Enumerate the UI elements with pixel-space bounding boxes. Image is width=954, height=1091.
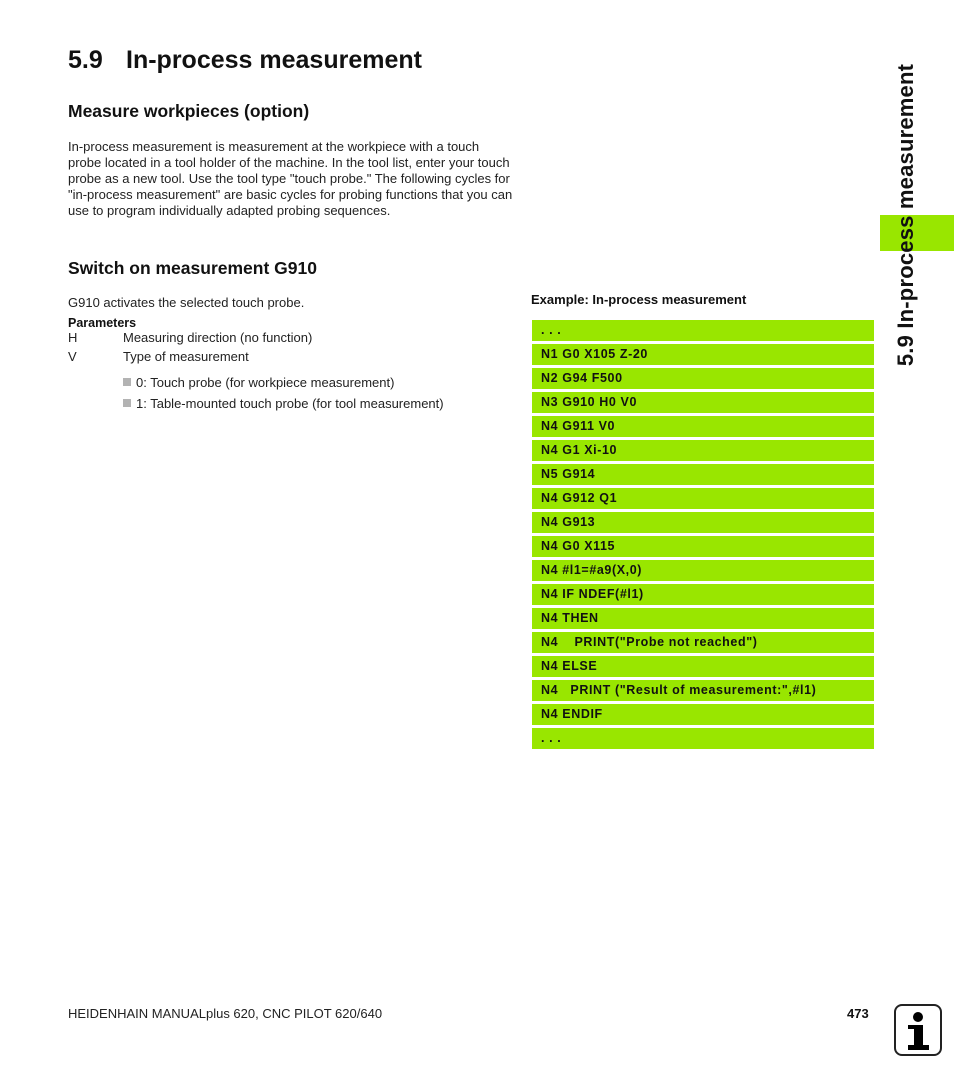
parameters-heading: Parameters: [68, 316, 137, 330]
code-line: N4 G913: [532, 512, 874, 533]
side-tab-label-box: [870, 30, 942, 400]
info-icon: [894, 1004, 942, 1056]
parameter-row: [68, 349, 249, 364]
measure-paragraph: In-process measurement is measurement at the workpiece with a touch probe located in a tool holder of the machine. In the tool list, enter your touch probe as a new tool. Use the tool type "touch probe." The following cycles for "in-process measurement" are basic cycles for probing functions that you can use to program individually adapted probing sequences.: [68, 139, 513, 218]
switch-paragraph: G910 activates the selected touch probe.: [68, 295, 305, 310]
code-line: N4 G0 X115: [532, 536, 874, 557]
code-line: N4 G1 Xi-10: [532, 440, 874, 461]
bullet-square-icon: [123, 399, 131, 407]
side-tab-label: 5.9 In-process measurement: [893, 63, 918, 367]
list-item: [123, 396, 444, 411]
code-line: N4 IF NDEF(#l1): [532, 584, 874, 605]
footer-text: HEIDENHAIN MANUALplus 620, CNC PILOT 620/640: [68, 1006, 383, 1021]
page-title: [68, 46, 422, 75]
code-line: N1 G0 X105 Z-20: [532, 344, 874, 365]
code-line: N4 PRINT("Probe not reached"): [532, 632, 874, 653]
example-title: Example: In-process measurement: [531, 292, 747, 307]
parameter-name: H: [68, 330, 78, 345]
parameter-desc: Measuring direction (no function): [123, 330, 313, 345]
code-line: N5 G914: [532, 464, 874, 485]
list-item-text: 0: Touch probe (for workpiece measurement): [136, 375, 395, 390]
code-example: [532, 320, 874, 752]
parameter-row: [68, 330, 312, 345]
code-line: . . .: [532, 728, 874, 749]
bullet-square-icon: [123, 378, 131, 386]
code-line: N4 G912 Q1: [532, 488, 874, 509]
code-line: . . .: [532, 320, 874, 341]
code-line: N2 G94 F500: [532, 368, 874, 389]
section-heading-switch: Switch on measurement G910: [68, 258, 317, 278]
list-item-text: 1: Table-mounted touch probe (for tool measurement): [136, 396, 444, 411]
page-number: 473: [847, 1006, 869, 1021]
info-icon-stem: [914, 1025, 923, 1047]
info-icon-dot: [913, 1012, 923, 1022]
chapter-number: 5.9: [68, 46, 103, 74]
code-line: N4 PRINT ("Result of measurement:",#l1): [532, 680, 874, 701]
parameter-desc: Type of measurement: [123, 349, 249, 364]
chapter-title-text: In-process measurement: [126, 46, 422, 74]
list-item: [123, 375, 394, 390]
code-line: N4 #l1=#a9(X,0): [532, 560, 874, 581]
section-heading-measure: Measure workpieces (option): [68, 101, 310, 121]
parameter-name: V: [68, 349, 77, 364]
code-line: N4 THEN: [532, 608, 874, 629]
code-line: N4 G911 V0: [532, 416, 874, 437]
info-icon-base: [908, 1045, 929, 1050]
code-line: N4 ELSE: [532, 656, 874, 677]
code-line: N4 ENDIF: [532, 704, 874, 725]
code-line: N3 G910 H0 V0: [532, 392, 874, 413]
